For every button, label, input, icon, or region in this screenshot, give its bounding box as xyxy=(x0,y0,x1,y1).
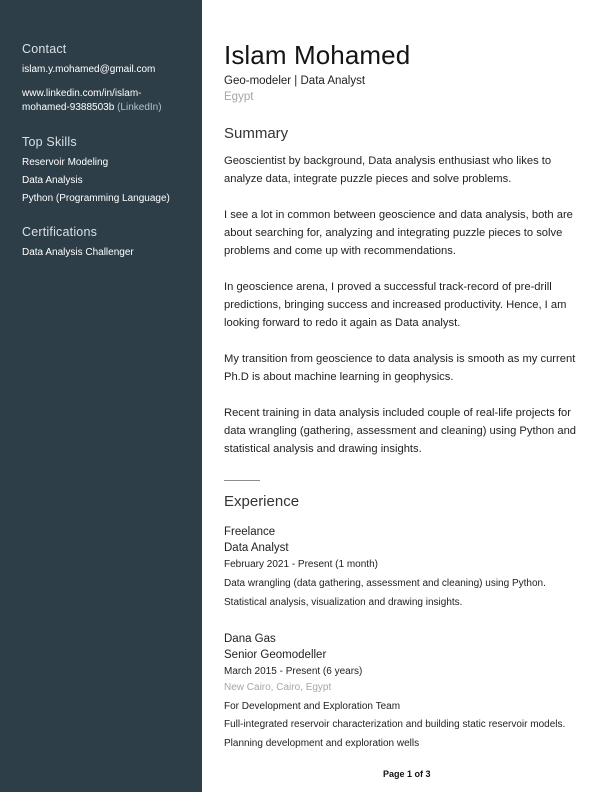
experience-heading: Experience xyxy=(224,493,300,510)
location: Egypt xyxy=(224,91,254,103)
job-company: Dana Gas xyxy=(224,633,276,645)
summary-heading: Summary xyxy=(224,125,289,142)
summary-paragraph: My transition from geoscience to data analysis is smooth as my current Ph.D is about machine learning in geophysics. xyxy=(224,353,576,383)
summary-paragraph: In geoscience arena, I proved a successful track-record of pre-drill predictions, bringing success and increased productivity. Hence, I am looking forward to redo it again as Data analyst. xyxy=(224,281,567,329)
job-bullet: Planning development and exploration wells xyxy=(224,738,420,749)
job-bullet: Statistical analysis, visualization and drawing insights. xyxy=(224,597,463,608)
skill-item: Python (Programming Language) xyxy=(22,193,170,204)
summary-paragraph: Geoscientist by background, Data analysis enthusiast who likes to analyze data, integrate puzzle pieces and solve problems. xyxy=(224,155,552,185)
job-bullet: For Development and Exploration Team xyxy=(224,701,401,712)
certification-item: Data Analysis Challenger xyxy=(22,247,134,258)
job-title: Senior Geomodeller xyxy=(224,649,327,661)
job-dates: March 2015 - Present (6 years) xyxy=(224,666,363,677)
job-location: New Cairo, Cairo, Egypt xyxy=(224,682,332,693)
job-title: Data Analyst xyxy=(224,542,289,554)
summary-paragraph: I see a lot in common between geoscience and data analysis, both are about searching for, analyzing and integrating puzzle pieces to solve problems and come up with recommendations. xyxy=(224,209,573,257)
skill-item: Reservoir Modeling xyxy=(22,157,109,168)
job-dates: February 2021 - Present (1 month) xyxy=(224,559,378,570)
section-divider xyxy=(224,480,260,481)
linkedin-link-line1[interactable]: www.linkedin.com/in/islam- xyxy=(22,88,142,99)
person-name: Islam Mohamed xyxy=(224,40,411,70)
certifications-heading: Certifications xyxy=(22,225,98,239)
email-link[interactable]: islam.y.mohamed@gmail.com xyxy=(22,64,156,75)
top-skills-heading: Top Skills xyxy=(22,135,77,149)
contact-heading: Contact xyxy=(22,42,67,56)
sidebar xyxy=(0,0,202,792)
linkedin-link-line2[interactable] xyxy=(22,102,162,113)
page-number: Page 1 of 3 xyxy=(383,769,431,779)
job-bullet: Data wrangling (data gathering, assessment and cleaning) using Python. xyxy=(224,578,546,589)
skill-item: Data Analysis xyxy=(22,175,83,186)
linkedin-label: (LinkedIn) xyxy=(117,102,162,113)
linkedin-url-part[interactable]: mohamed-9388503b xyxy=(22,102,115,113)
summary-paragraph: Recent training in data analysis included couple of real-life projects for data wrangling (gathering, assessment and cleaning) using Python and statistical analysis and drawing insights. xyxy=(224,407,577,455)
job-bullet: Full-integrated reservoir characterization and building static reservoir models. xyxy=(224,719,566,730)
headline: Geo-modeler | Data Analyst xyxy=(224,75,366,87)
job-company: Freelance xyxy=(224,526,276,538)
